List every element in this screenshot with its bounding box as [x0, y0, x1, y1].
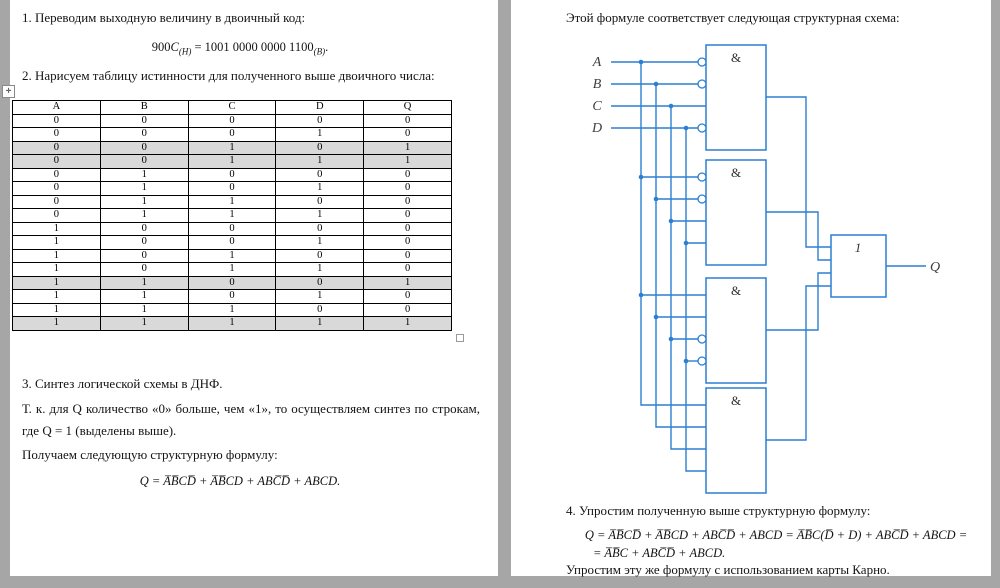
table-cell: 1 — [364, 276, 452, 290]
table-cell: 1 — [276, 128, 364, 142]
table-cell: 0 — [188, 128, 276, 142]
table-cell: 0 — [100, 141, 188, 155]
table-cell: 1 — [13, 236, 101, 250]
formula-dnf — [20, 472, 460, 491]
truth-table-header-cell: D — [276, 101, 364, 115]
table-cell: 1 — [188, 249, 276, 263]
table-cell: 0 — [188, 114, 276, 128]
table-cell: 0 — [364, 303, 452, 317]
table-cell: 0 — [276, 195, 364, 209]
step1-heading: 1. Переводим выходную величину в двоичный код: — [22, 10, 306, 25]
table-cell: 0 — [100, 155, 188, 169]
table-cell: 0 — [13, 141, 101, 155]
table-row — [13, 195, 452, 209]
inversion-bubble — [698, 80, 706, 88]
table-cell: 0 — [364, 263, 452, 277]
table-cell: 1 — [276, 290, 364, 304]
table-cell: 0 — [100, 114, 188, 128]
table-cell: 0 — [100, 236, 188, 250]
and-gate-1 — [698, 45, 766, 150]
input-label-d: D — [591, 121, 603, 136]
table-cell: 0 — [364, 182, 452, 196]
table-cell: 1 — [100, 276, 188, 290]
table-cell: 0 — [276, 276, 364, 290]
formula-binary-subscript-hex: (H) — [178, 46, 192, 57]
table-cell: 0 — [364, 128, 452, 142]
table-cell: 0 — [188, 182, 276, 196]
table-cell: 0 — [364, 290, 452, 304]
inversion-bubble — [698, 357, 706, 365]
step4-heading: 4. Упростим полученную выше структурную формулу: — [566, 503, 871, 518]
formula-binary-number: 900 — [151, 40, 171, 54]
table-cell: 1 — [13, 303, 101, 317]
table-cell: 1 — [188, 141, 276, 155]
table-cell: 0 — [364, 249, 452, 263]
table-cell: 1 — [276, 182, 364, 196]
table-cell: 0 — [13, 155, 101, 169]
formula-simplify-line2-text: = A̅B̅C + ABC̅D̅ + ABCD. — [593, 546, 726, 560]
truth-table-header-cell: C — [188, 101, 276, 115]
and-gate-3 — [698, 278, 766, 383]
step3-heading: 3. Синтез логической схемы в ДНФ. — [22, 376, 223, 391]
table-move-handle[interactable]: + — [2, 85, 15, 98]
table-cell: 0 — [364, 236, 452, 250]
table-cell: 1 — [188, 209, 276, 223]
formula-binary-subscript-bin: (B) — [313, 46, 326, 57]
table-cell: 1 — [364, 317, 452, 331]
logic-circuit-diagram — [571, 30, 951, 500]
input-label-c: C — [592, 99, 602, 114]
inversion-bubble — [698, 124, 706, 132]
formula-simplify-line1-text: Q = A̅B̅CD̅ + A̅B̅CD + ABC̅D̅ + ABCD = A̅B̅C(D̅ + D) + ABC̅D̅ + ABCD = — [584, 528, 968, 542]
table-cell: 1 — [364, 141, 452, 155]
table-cell: 1 — [188, 263, 276, 277]
table-cell: 0 — [188, 236, 276, 250]
table-cell: 1 — [364, 155, 452, 169]
input-label-b: B — [592, 77, 602, 92]
table-cell: 0 — [364, 168, 452, 182]
table-resize-handle[interactable] — [456, 334, 464, 342]
and-gate-3-symbol: & — [730, 283, 742, 298]
table-row — [13, 263, 452, 277]
table-cell: 0 — [364, 114, 452, 128]
inversion-bubble — [698, 335, 706, 343]
table-cell: 1 — [100, 195, 188, 209]
table-row — [13, 249, 452, 263]
table-cell: 1 — [13, 317, 101, 331]
input-label-a: A — [592, 55, 602, 70]
table-cell: 0 — [100, 128, 188, 142]
table-cell: 1 — [100, 182, 188, 196]
table-cell: 0 — [364, 222, 452, 236]
table-cell: 0 — [100, 249, 188, 263]
table-row — [13, 155, 452, 169]
table-cell: 0 — [276, 168, 364, 182]
truth-table — [12, 100, 452, 331]
input-wires — [611, 62, 706, 471]
table-cell: 0 — [364, 195, 452, 209]
synthesis-note-paragraph: Т. к. для Q количество «0» больше, чем «1», то осуществляем синтез по строкам, где Q = 1 (выделены выше). — [22, 401, 480, 439]
karnaugh-note: Упростим эту же формулу с использованием карты Карно. — [566, 562, 890, 577]
table-cell: 1 — [276, 155, 364, 169]
and-gate-1-symbol: & — [730, 50, 742, 65]
and-gate-2 — [698, 160, 766, 265]
inversion-bubble — [698, 173, 706, 181]
table-cell: 1 — [13, 290, 101, 304]
table-cell: 1 — [276, 236, 364, 250]
table-row — [13, 303, 452, 317]
truth-table-header-cell: B — [100, 101, 188, 115]
table-cell: 1 — [188, 195, 276, 209]
step2-heading: 2. Нарисуем таблицу истинности для полученного выше двоичного числа: — [22, 68, 435, 83]
table-row — [13, 290, 452, 304]
truth-table-header-row — [13, 101, 452, 115]
and-gate-4 — [706, 388, 766, 493]
or-gate — [831, 235, 886, 297]
table-row — [13, 168, 452, 182]
table-cell: 1 — [100, 317, 188, 331]
table-cell: 0 — [13, 114, 101, 128]
table-cell: 0 — [188, 168, 276, 182]
document-page-right[interactable] — [511, 0, 991, 576]
formula-binary-variable: C — [170, 40, 179, 54]
table-cell: 1 — [188, 303, 276, 317]
table-row — [13, 317, 452, 331]
table-cell: 1 — [276, 209, 364, 223]
formula-dnf-text: Q = A̅B̅CD̅ + A̅B̅CD + ABC̅D̅ + ABCD. — [139, 474, 341, 488]
table-cell: 1 — [276, 317, 364, 331]
output-label-q: Q — [929, 260, 941, 275]
junction-dots — [639, 60, 689, 364]
table-cell: 0 — [13, 128, 101, 142]
table-cell: 0 — [276, 249, 364, 263]
and-gate-2-symbol: & — [730, 165, 742, 180]
circuit-intro-heading: Этой формуле соответствует следующая структурная схема: — [566, 10, 900, 25]
formula-binary — [20, 38, 460, 59]
table-row — [13, 141, 452, 155]
formula-simplify-line1 — [561, 526, 991, 545]
formula-binary-equals: = 1001 0000 0000 1100 — [191, 40, 314, 54]
truth-table-body — [13, 114, 452, 330]
table-cell: 1 — [188, 317, 276, 331]
table-cell: 0 — [188, 276, 276, 290]
table-cell: 0 — [13, 209, 101, 223]
table-cell: 0 — [276, 303, 364, 317]
table-cell: 1 — [276, 263, 364, 277]
table-cell: 0 — [13, 168, 101, 182]
table-row — [13, 236, 452, 250]
table-cell: 0 — [100, 263, 188, 277]
truth-table-header-cell: A — [13, 101, 101, 115]
table-cell: 0 — [276, 141, 364, 155]
table-cell: 0 — [13, 195, 101, 209]
table-cell: 1 — [100, 209, 188, 223]
table-cell: 1 — [100, 290, 188, 304]
formula-simplify-line2 — [593, 544, 953, 563]
table-cell: 0 — [276, 222, 364, 236]
table-cell: 0 — [188, 222, 276, 236]
table-cell: 0 — [13, 182, 101, 196]
truth-table-header-cell: Q — [364, 101, 452, 115]
formula-binary-period: . — [325, 40, 329, 54]
table-row — [13, 276, 452, 290]
table-row — [13, 128, 452, 142]
formula-intro-paragraph: Получаем следующую структурную формулу: — [22, 447, 278, 462]
table-cell: 1 — [13, 276, 101, 290]
table-cell: 1 — [13, 249, 101, 263]
inversion-bubble — [698, 195, 706, 203]
table-row — [13, 222, 452, 236]
and-gate-4-symbol: & — [730, 393, 742, 408]
table-cell: 0 — [276, 114, 364, 128]
table-cell: 0 — [364, 209, 452, 223]
or-gate-symbol: 1 — [854, 240, 862, 255]
table-cell: 0 — [188, 290, 276, 304]
table-cell: 1 — [13, 222, 101, 236]
table-row — [13, 114, 452, 128]
table-cell: 1 — [13, 263, 101, 277]
table-cell: 0 — [100, 222, 188, 236]
table-cell: 1 — [100, 303, 188, 317]
table-cell: 1 — [100, 168, 188, 182]
table-row — [13, 209, 452, 223]
table-row — [13, 182, 452, 196]
table-cell: 1 — [188, 155, 276, 169]
inversion-bubble — [698, 58, 706, 66]
document-page-left[interactable] — [10, 0, 498, 576]
